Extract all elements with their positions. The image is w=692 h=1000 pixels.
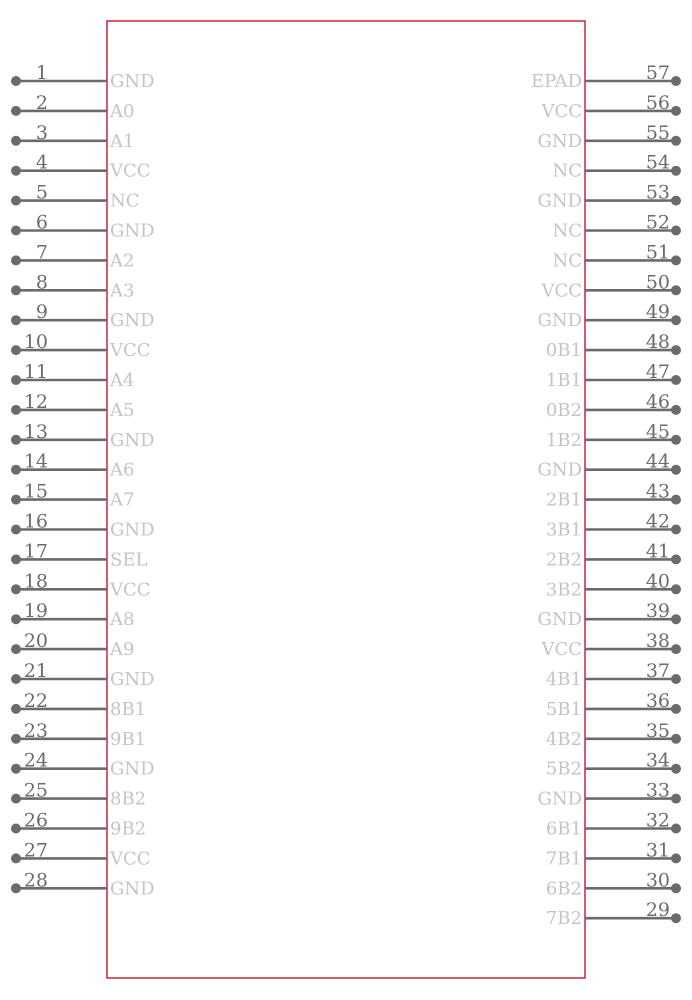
pin-46 — [546, 391, 681, 421]
pin-connection-dot — [671, 255, 681, 265]
pin-39 — [537, 600, 681, 630]
pin-name: 0B1 — [545, 340, 582, 362]
pin-number: 46 — [645, 390, 670, 413]
pin-number: 13 — [23, 420, 48, 443]
pin-55 — [537, 122, 681, 152]
pin-connection-dot — [11, 106, 21, 116]
pin-connection-dot — [11, 674, 21, 684]
pin-number: 39 — [645, 600, 670, 623]
pin-number: 48 — [645, 331, 670, 354]
pin-number: 47 — [645, 361, 670, 383]
pin-connection-dot — [671, 554, 681, 564]
pin-number: 32 — [645, 809, 670, 832]
pin-connection-dot — [671, 76, 681, 86]
pin-connection-dot — [671, 196, 681, 206]
pin-name: VCC — [541, 280, 582, 302]
pin-connection-dot — [11, 465, 21, 475]
pin-1 — [11, 62, 155, 92]
pin-connection-dot — [671, 734, 681, 744]
pin-name: VCC — [110, 848, 151, 870]
pin-name: 2B1 — [545, 489, 582, 511]
pin-connection-dot — [11, 824, 21, 834]
pin-32 — [546, 810, 681, 840]
pin-11 — [11, 361, 134, 391]
pin-name: NC — [110, 190, 140, 212]
pin-name: GND — [110, 310, 155, 332]
pin-connection-dot — [671, 345, 681, 355]
pin-number: 14 — [23, 450, 48, 473]
pin-connection-dot — [671, 315, 681, 325]
pin-connection-dot — [11, 883, 21, 893]
pin-connection-dot — [671, 405, 681, 415]
pin-52 — [552, 212, 681, 242]
pin-connection-dot — [671, 525, 681, 535]
pin-name: GND — [110, 878, 155, 900]
pin-14 — [11, 451, 134, 481]
pin-connection-dot — [11, 345, 21, 355]
pin-number: 36 — [645, 689, 670, 712]
pin-15 — [11, 481, 134, 511]
pin-name: GND — [110, 519, 155, 541]
pin-number: 55 — [645, 121, 670, 144]
pin-name: A0 — [110, 100, 135, 122]
pin-number: 44 — [645, 450, 670, 473]
pin-number: 42 — [645, 510, 670, 533]
pin-number: 21 — [23, 660, 48, 682]
pin-number: 18 — [23, 570, 48, 593]
pin-22 — [11, 690, 146, 720]
pin-24 — [11, 750, 155, 780]
pin-number: 29 — [645, 899, 670, 922]
pin-connection-dot — [11, 554, 21, 564]
pin-number: 5 — [35, 181, 48, 204]
pin-connection-dot — [11, 495, 21, 505]
pin-connection-dot — [671, 375, 681, 385]
pin-number: 40 — [645, 570, 670, 593]
pin-name: 9B1 — [110, 728, 147, 750]
pin-number: 10 — [23, 331, 48, 354]
pin-number: 16 — [23, 510, 48, 533]
pin-number: 15 — [23, 480, 48, 503]
pin-name: 4B1 — [545, 669, 582, 690]
pin-connection-dot — [11, 734, 21, 744]
pin-connection-dot — [671, 764, 681, 774]
pin-connection-dot — [671, 704, 681, 714]
pin-30 — [546, 869, 681, 899]
pin-name: A7 — [110, 489, 135, 511]
pin-16 — [11, 511, 155, 541]
pin-47 — [546, 361, 681, 391]
pin-36 — [546, 690, 681, 720]
pin-name: 0B2 — [545, 399, 582, 421]
pin-number: 41 — [645, 540, 670, 563]
pin-45 — [546, 421, 681, 451]
pin-27 — [11, 839, 151, 869]
pin-number: 6 — [35, 211, 48, 234]
ic-body-outline — [107, 21, 585, 978]
pin-number: 4 — [35, 151, 48, 174]
pin-13 — [11, 421, 155, 451]
pin-3 — [11, 122, 134, 152]
pin-12 — [11, 391, 134, 421]
pin-connection-dot — [11, 375, 21, 385]
pin-8 — [11, 271, 134, 301]
pin-name: 2B2 — [545, 549, 582, 571]
pin-name: VCC — [110, 340, 151, 362]
pin-name: A6 — [110, 459, 135, 481]
pin-number: 23 — [23, 719, 48, 742]
pin-51 — [552, 241, 681, 271]
pin-name: GND — [537, 459, 582, 481]
pin-name: 8B1 — [110, 698, 147, 720]
pin-48 — [546, 331, 681, 361]
pin-number: 12 — [23, 390, 48, 413]
pin-number: 11 — [23, 361, 48, 383]
pin-number: 56 — [645, 91, 670, 114]
pin-name: 4B2 — [545, 728, 582, 750]
pin-20 — [11, 630, 134, 660]
pin-number: 30 — [645, 869, 670, 892]
pin-number: 37 — [645, 660, 670, 682]
pin-connection-dot — [11, 794, 21, 804]
pin-number: 17 — [23, 540, 48, 563]
pin-name: GND — [110, 220, 155, 242]
pin-name: 3B1 — [545, 519, 582, 541]
pin-49 — [537, 301, 681, 331]
pin-19 — [11, 600, 134, 630]
pin-connection-dot — [671, 674, 681, 684]
pin-name: 6B2 — [545, 878, 582, 900]
pin-connection-dot — [671, 584, 681, 594]
pin-number: 49 — [645, 301, 670, 324]
pin-name: 5B2 — [545, 758, 582, 780]
pin-number: 25 — [23, 779, 48, 802]
pin-name: GND — [110, 71, 155, 92]
pin-41 — [546, 540, 681, 570]
pin-name: 7B1 — [545, 848, 582, 870]
pin-number: 38 — [645, 630, 670, 653]
pin-number: 54 — [645, 151, 670, 174]
pin-number: 24 — [23, 749, 48, 772]
pin-name: SEL — [110, 549, 148, 571]
pin-name: GND — [110, 758, 155, 780]
pin-name: NC — [552, 160, 582, 182]
pin-name: A8 — [110, 609, 135, 631]
pin-number: 33 — [645, 779, 670, 802]
pin-number: 27 — [23, 839, 48, 862]
pin-connection-dot — [11, 136, 21, 146]
pin-name: VCC — [541, 639, 582, 661]
pin-10 — [11, 331, 151, 361]
pin-number: 50 — [645, 271, 670, 294]
pin-number: 8 — [35, 271, 48, 294]
pin-5 — [11, 182, 140, 212]
pin-number: 9 — [35, 301, 48, 324]
pin-name: 3B2 — [545, 579, 582, 601]
pin-35 — [546, 720, 681, 750]
pin-name: A9 — [110, 639, 135, 661]
pin-50 — [540, 271, 681, 301]
pin-connection-dot — [671, 226, 681, 236]
pin-number: 45 — [645, 420, 670, 443]
pin-connection-dot — [11, 226, 21, 236]
pin-name: EPAD — [530, 71, 582, 92]
pin-name: A3 — [110, 280, 135, 302]
pin-connection-dot — [671, 614, 681, 624]
pin-connection-dot — [11, 166, 21, 176]
pin-name: GND — [537, 609, 582, 631]
pin-name: NC — [552, 250, 582, 272]
pin-number: 52 — [645, 211, 670, 234]
pin-number: 43 — [645, 480, 670, 503]
pin-number: 35 — [645, 719, 670, 742]
pin-connection-dot — [11, 764, 21, 774]
pin-name: GND — [110, 669, 155, 690]
pin-number: 57 — [645, 62, 670, 84]
pin-name: VCC — [541, 100, 582, 122]
pin-name: 8B2 — [110, 788, 147, 810]
pin-18 — [11, 570, 151, 600]
pin-connection-dot — [11, 285, 21, 295]
pin-name: A4 — [110, 370, 135, 391]
pin-connection-dot — [11, 76, 21, 86]
pin-40 — [546, 570, 681, 600]
pin-number: 20 — [23, 630, 48, 653]
pin-name: 6B1 — [545, 818, 582, 840]
pin-4 — [11, 152, 151, 182]
pin-37 — [546, 660, 681, 690]
pin-name: 7B2 — [545, 908, 582, 930]
pin-number: 19 — [23, 600, 48, 623]
pin-name: A2 — [110, 250, 135, 272]
pin-26 — [11, 810, 146, 840]
pin-connection-dot — [671, 824, 681, 834]
pin-connection-dot — [671, 883, 681, 893]
pin-number: 53 — [645, 181, 670, 204]
pin-number: 1 — [35, 62, 48, 84]
pin-connection-dot — [11, 853, 21, 863]
pin-number: 31 — [645, 839, 670, 862]
pin-connection-dot — [671, 435, 681, 445]
pin-9 — [11, 301, 155, 331]
pin-connection-dot — [671, 465, 681, 475]
pin-23 — [11, 720, 146, 750]
pin-connection-dot — [11, 255, 21, 265]
pin-name: 1B2 — [545, 429, 582, 451]
pin-connection-dot — [671, 166, 681, 176]
pin-31 — [546, 839, 681, 869]
pin-connection-dot — [11, 525, 21, 535]
pin-connection-dot — [671, 106, 681, 116]
pin-name: A1 — [110, 130, 135, 152]
pin-name: GND — [537, 190, 582, 212]
left-pin-column — [11, 62, 155, 899]
pin-connection-dot — [671, 794, 681, 804]
pin-53 — [537, 182, 681, 212]
pin-connection-dot — [11, 644, 21, 654]
pin-name: 1B1 — [545, 370, 582, 391]
pin-number: 7 — [35, 241, 48, 264]
pin-17 — [11, 540, 147, 570]
right-pin-column — [531, 62, 681, 929]
pin-2 — [11, 92, 134, 122]
pin-name: 5B1 — [545, 698, 582, 720]
pin-connection-dot — [11, 196, 21, 206]
pin-connection-dot — [11, 435, 21, 445]
pin-connection-dot — [671, 644, 681, 654]
pin-number: 28 — [23, 869, 48, 892]
pin-connection-dot — [671, 495, 681, 505]
pin-connection-dot — [671, 913, 681, 923]
pin-name: 9B2 — [110, 818, 147, 840]
pin-name: GND — [537, 788, 582, 810]
pin-connection-dot — [11, 584, 21, 594]
pin-connection-dot — [671, 136, 681, 146]
pin-name: GND — [537, 130, 582, 152]
pin-connection-dot — [11, 704, 21, 714]
pin-number: 3 — [35, 121, 48, 144]
pin-28 — [11, 869, 155, 899]
pin-42 — [546, 511, 681, 541]
pin-56 — [540, 92, 681, 122]
pin-number: 34 — [645, 749, 670, 772]
pin-number: 51 — [645, 241, 670, 264]
pin-38 — [540, 630, 681, 660]
pin-connection-dot — [671, 853, 681, 863]
pin-number: 2 — [35, 91, 48, 114]
pin-number: 26 — [23, 809, 48, 832]
pin-connection-dot — [11, 315, 21, 325]
pin-connection-dot — [671, 285, 681, 295]
pin-29 — [546, 899, 681, 929]
pin-25 — [11, 780, 146, 810]
pin-54 — [552, 152, 681, 182]
pin-57 — [531, 62, 681, 92]
pin-name: GND — [537, 310, 582, 332]
pin-44 — [537, 451, 681, 481]
pin-6 — [11, 212, 155, 242]
pin-connection-dot — [11, 614, 21, 624]
pin-43 — [546, 481, 681, 511]
pin-7 — [11, 241, 134, 271]
pin-name: NC — [552, 220, 582, 242]
pin-name: A5 — [110, 399, 135, 421]
pin-connection-dot — [11, 405, 21, 415]
pin-33 — [537, 780, 681, 810]
pin-number: 22 — [23, 689, 48, 712]
pin-21 — [11, 660, 155, 690]
pin-name: GND — [110, 429, 155, 451]
pin-name: VCC — [110, 579, 151, 601]
pin-name: VCC — [110, 160, 151, 182]
pin-34 — [546, 750, 681, 780]
